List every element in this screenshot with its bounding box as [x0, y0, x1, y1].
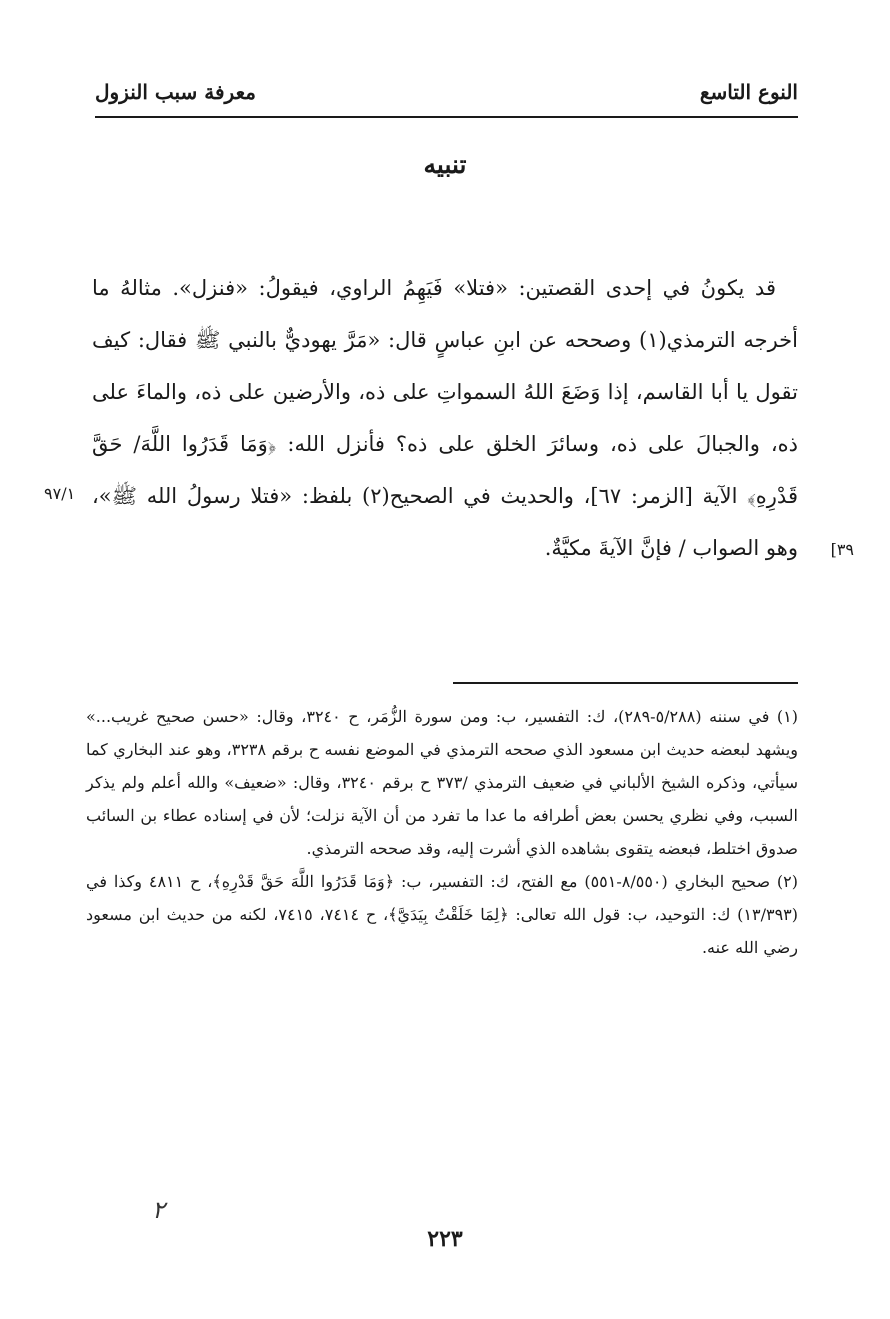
footnote-2: (٢) صحيح البخاري (٨/٥٥٠-٥٥١) مع الفتح، ك: التفسير، ب: ﴿وَمَا قَدَرُوا اللَّهَ حَقَّ قَدْرِهِ﴾، ح ٤٨١١ وكذا في (١٣/٣٩٣) ك: التوحيد، ب: قول الله تعالى: ﴿لِمَا خَلَقْتُ بِيَدَيَّ﴾، ح ٧٤١٤، ٧٤١٥، لكنه من حديث ابن مسعود رضي الله عنه.	[86, 872, 799, 957]
footnote-divider	[453, 682, 798, 684]
main-text	[92, 262, 798, 574]
book-section-title: معرفة سبب النزول	[95, 80, 256, 104]
margin-volume-page-note: ٩٧/١	[44, 484, 76, 503]
footnote-1: (١) في سننه (٥/٢٨٨-٢٨٩)، ك: التفسير، ب: ومن سورة الزُّمَر، ح ٣٢٤٠، وقال: «حسن صحيح غريب...» ويشهد لبعضه حديث ابن مسعود الذي صححه الترمذي في الموضع نفسه ح برقم ٣٢٣٨، وهو عند البخاري كما سيأتي، وذكره الشيخ الألباني في ضعيف الترمذي /٣٧٣ ح برقم ٣٢٤٠، وقال: «ضعيف» والله أعلم ولم يذكر السبب، وفي نظري يحسن بعض أطرافه ما عدا ما تفرد من أن الآية نزلت؛ لأن في إسناده عطاء بن السائب صدوق اختلط، فبعضه يتقوى بشاهده الذي أشرت إليه، وقد صححه الترمذي.	[86, 707, 799, 858]
chapter-title: النوع التاسع	[699, 80, 798, 104]
page-number: ٢٢٣	[427, 1226, 463, 1252]
margin-manuscript-page-note: [٣٩	[830, 540, 854, 559]
section-heading: تنبيه	[423, 150, 467, 179]
running-header	[95, 76, 798, 118]
handwritten-mark: ٢	[152, 1196, 165, 1224]
footnotes	[86, 700, 798, 964]
body-paragraph: قد يكونُ في إحدى القصتين: «فتلا» فَيَهِمُ الراوي، فيقولُ: «فنزل». مثالهُ ما أخرجه الترمذي(١) وصححه عن ابنِ عباسٍ قال: «مَرَّ يهوديٌّ بالنبي ﷺ فقال: كيف تقول يا أبا القاسم، إذا وَضَعَ اللهُ السمواتِ على ذه، والأرضين على ذه، والماءَ على ذه، والجبالَ على ذه، وسائرَ الخلق على ذه؟ فأنزل الله: ﴿وَمَا قَدَرُوا اللَّهَ/ حَقَّ قَدْرِهِ﴾ الآية [الزمر: ٦٧]، والحديث في الصحيح(٢) بلفظ: «فتلا رسولُ الله ﷺ»، وهو الصواب / فإنَّ الآيةَ مكيَّةٌ.	[92, 276, 798, 560]
